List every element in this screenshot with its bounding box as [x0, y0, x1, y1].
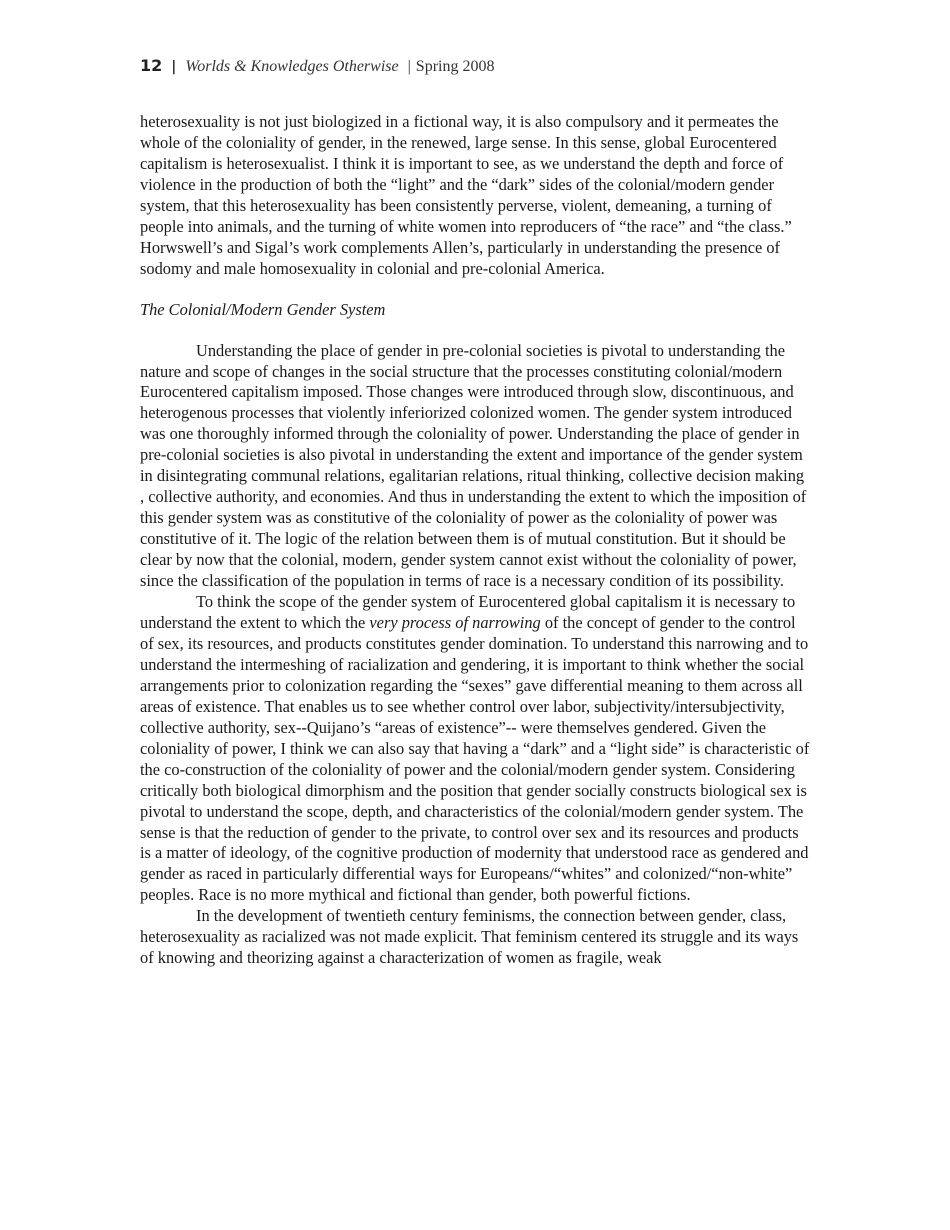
paragraph-text: of the concept of gender to the control of sex, its resources, and products constitutes gender domination. To understand this narrowing and to understand the intermeshing of racialization and gendering, it is important to think whether the social arrangements prior to colonization regarding the “sexes” gave differential meaning to them across all areas of existence. That enables us to see whether control over labor, subjectivity/intersubjectivity, collective authority, sex--Quijano’s “areas of existence”-- were themselves gendered. Given the coloniality of power, I think we can also say that having a “dark” and a “light side” is characteristic of the co-construction of the coloniality of power and the colonial/modern gender system. Considering critically both biological dimorphism and the position that gender socially constructs biological sex is pivotal to understand the scope, depth, and characteristics of the colonial/modern gender system. The sense is that the reduction of gender to the private, to control over sex and its resources and products is a matter of ideology, of the cognitive production of modernity that understood race as gendered and gender as raced in particularly differential ways for Europeans/“whites” and colonized/“non-white” peoples. Race is no more mythical and fictional than gender, both powerful fictions. [140, 612, 810, 905]
paragraph-text: To think the scope of the gender system of Eurocentered global capitalism it is necessary to understand the extent to which the [140, 592, 796, 632]
journal-title: Worlds & Knowledges Otherwise [185, 58, 399, 75]
section-heading: The Colonial/Modern Gender System [140, 299, 386, 319]
issue-date: Spring 2008 [415, 58, 495, 75]
paragraph: heterosexuality is not just biologized in a fictional way, it is also compulsory and it permeates the whole of the coloniality of gender, in the renewed, large sense. In this sense, global Eurocentered capitalism is heterosexualist. I think it is important to see, as we understand the depth and force of violence in the production of both the “light” and the “dark” sides of the colonial/modern gender system, that this heterosexuality has been consistently perverse, violent, demeaning, a turning of people into animals, and the turning of white women into reproducers of “the race” and “the class.” Horwswell’s and Sigal’s work complements Allen’s, particularly in understanding the presence of sodomy and male homosexuality in colonial and pre-colonial America. [140, 112, 792, 278]
emphasis-text: very process of narrowing [369, 612, 541, 632]
header-separator: | [171, 59, 177, 75]
running-header [140, 56, 494, 76]
header-separator: | [407, 58, 411, 75]
paragraph [140, 592, 812, 906]
body-text [140, 112, 812, 969]
page-number: 12 [140, 56, 163, 75]
paragraph: Understanding the place of gender in pre-colonial societies is pivotal to understanding the nature and scope of changes in the social structure that the processes constituting colonial/modern Eurocentered capitalism imposed. Those changes were introduced through slow, discontinuous, and heterogenous processes that violently inferiorized colonized women. The gender system introduced was one thoroughly informed through the coloniality of power. Understanding the place of gender in pre-colonial societies is also pivotal in understanding the extent and importance of the gender system in disintegrating communal relations, egalitarian relations, ritual thinking, collective decision making , collective authority, and economies. And thus in understanding the extent to which the imposition of this gender system was as constitutive of the coloniality of power as the coloniality of power was constitutive of it. The logic of the relation between them is of mutual constitution. But it should be clear by now that the colonial, modern, gender system cannot exist without the coloniality of power, since the classification of the population in terms of race is a necessary condition of its possibility. [140, 340, 807, 591]
paragraph: In the development of twentieth century feminisms, the connection between gender, class, heterosexuality as racialized was not made explicit. That feminism centered its struggle and its ways of knowing and theorizing against a characterization of women as fragile, weak [140, 906, 799, 968]
